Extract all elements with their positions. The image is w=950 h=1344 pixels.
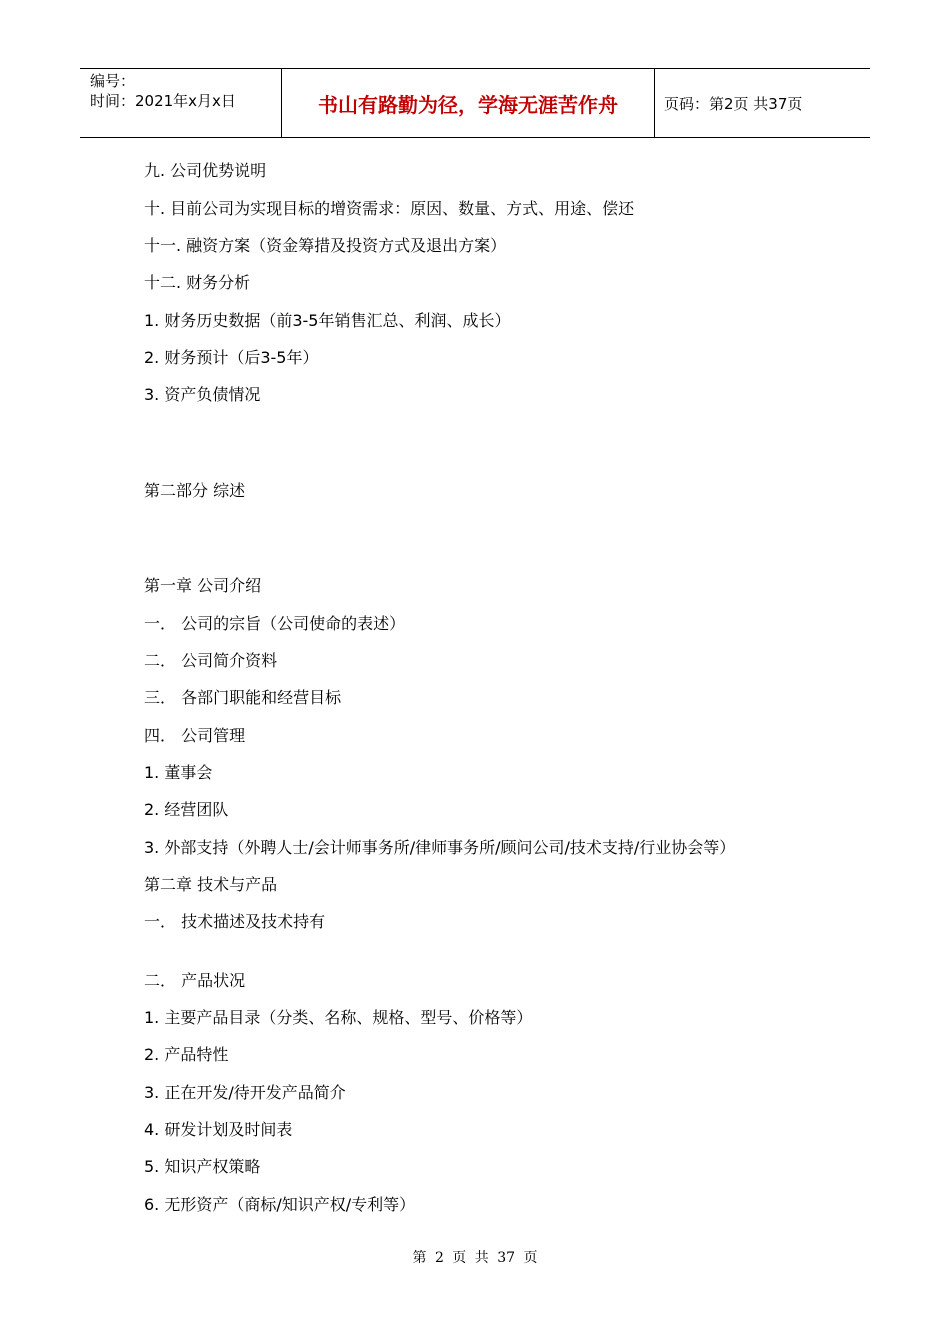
outline-line: 三． 各部门职能和经营目标 <box>144 688 342 707</box>
header-meta <box>80 69 282 137</box>
outline-line: 1. 董事会 <box>144 763 213 782</box>
outline-line: 3. 正在开发/待开发产品简介 <box>144 1083 346 1102</box>
outline-line: 4. 研发计划及时间表 <box>144 1120 293 1139</box>
outline-line: 2. 经营团队 <box>144 800 229 819</box>
chapter-heading: 第二章 技术与产品 <box>144 875 278 894</box>
outline-line: 1. 财务历史数据（前3-5年销售汇总、利润、成长） <box>144 311 511 330</box>
outline-line: 2. 产品特性 <box>144 1045 229 1064</box>
header-page-info: 页码：第2页 共37页 <box>664 94 803 113</box>
document-number-label: 编号： <box>90 72 136 90</box>
outline-line: 四． 公司管理 <box>144 726 246 745</box>
outline-line: 十. 目前公司为实现目标的增资需求：原因、数量、方式、用途、偿还 <box>144 199 635 218</box>
outline-line: 3. 外部支持（外聘人士/会计师事务所/律师事务所/顾问公司/技术支持/行业协会等） <box>144 838 736 857</box>
outline-line: 1. 主要产品目录（分类、名称、规格、型号、价格等） <box>144 1008 533 1027</box>
outline-line: 5. 知识产权策略 <box>144 1157 261 1176</box>
outline-line: 二． 产品状况 <box>144 971 246 990</box>
header-motto: 书山有路勤为径，学海无涯苦作舟 <box>282 69 655 137</box>
outline-line: 二． 公司简介资料 <box>144 651 278 670</box>
document-time-label: 时间：2021年x月x日 <box>90 92 236 110</box>
page-footer: 第 2 页 共 37 页 <box>412 1250 538 1266</box>
outline-line: 十一. 融资方案（资金筹措及投资方式及退出方案） <box>144 236 507 255</box>
page-header <box>80 68 870 138</box>
section-heading: 第二部分 综述 <box>144 481 246 500</box>
outline-line: 6. 无形资产（商标/知识产权/专利等） <box>144 1195 416 1214</box>
outline-line: 3. 资产负债情况 <box>144 385 261 404</box>
outline-line: 2. 财务预计（后3-5年） <box>144 348 319 367</box>
outline-line: 一． 公司的宗旨（公司使命的表述） <box>144 614 406 633</box>
chapter-heading: 第一章 公司介绍 <box>144 576 262 595</box>
outline-line: 十二. 财务分析 <box>144 273 251 292</box>
outline-line: 九. 公司优势说明 <box>144 161 267 180</box>
outline-line: 一． 技术描述及技术持有 <box>144 912 326 931</box>
